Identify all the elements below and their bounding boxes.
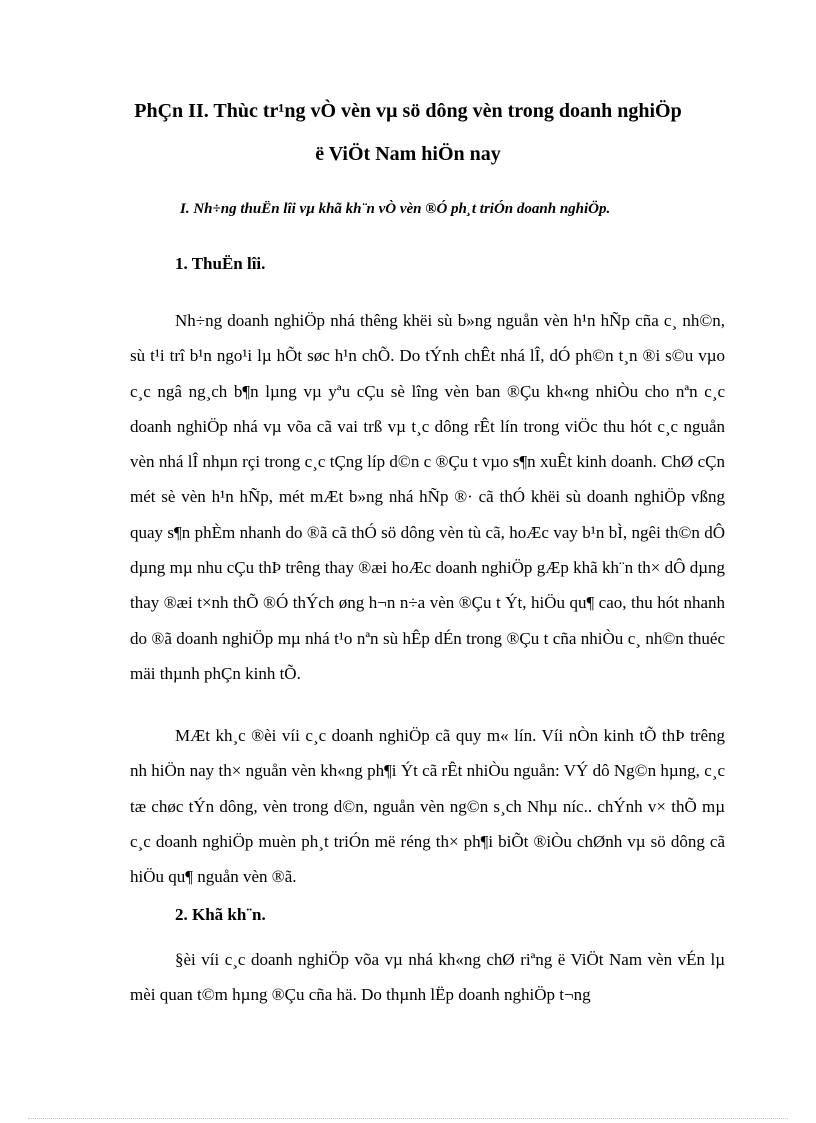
paragraph-advantages-2: MÆt kh¸c ®èi víi c¸c doanh nghiÖp cã quy m« lín. Víi nÒn kinh tÕ thÞ trêng nh hiÖn nay th× nguån vèn kh«ng ph¶i Ýt cã rÊt nhiÒu nguån: VÝ dô Ng©n hµng, c¸c tæ chøc tÝn dông, vèn trong d©n, nguån vèn ng©n s¸ch Nhµ níc.. chÝnh v× thÕ mµ c¸c doanh nghiÖp muèn ph¸t triÓn më réng th× ph¶i biÕt ®iÒu chØnh vµ sö dông cã hiÖu qu¶ nguån vèn ®ã. — [130, 726, 725, 887]
heading-advantages: 1. ThuËn lîi. — [175, 254, 266, 273]
section-title: I. Nh÷ng thuËn lîi vµ khã kh¨n vÒ vèn ®Ó ph¸t triÓn doanh nghiÖp. — [180, 201, 611, 217]
heading-difficulties: 2. Khã kh¨n. — [175, 905, 266, 924]
chapter-title-line-2: ë ViÖt Nam hiÖn nay — [315, 143, 501, 165]
chapter-title-line-1: PhÇn II. Thùc tr¹ng vÒ vèn vµ sö dông vèn trong doanh nghiÖp — [134, 100, 682, 122]
paragraph-difficulties: §èi víi c¸c doanh nghiÖp võa vµ nhá kh«ng chØ riªng ë ViÖt Nam vèn vÉn lµ mèi quan t©m hµng ®Çu cña hä. Do thµnh lËp doanh nghiÖp t¬ng — [130, 950, 725, 1005]
paragraph-advantages-1: Nh÷ng doanh nghiÖp nhá thêng khëi sù b»ng nguån vèn h¹n hÑp cña c¸ nh©n, sù t¹i trî b¹n ngo¹i lµ hÕt søc h¹n chÕ. Do tÝnh chÊt nhá lÎ, dÓ ph©n t¸n ®i s©u vµo c¸c ngâ ng¸ch b¶n lµng vµ yªu cÇu sè lîng vèn ban ®Çu kh«ng nhiÒu cho nªn c¸c doanh nghiÖp nhá vµ võa cã vai trß vµ t¸c dông rÊt lín trong viÖc thu hót c¸c nguån vèn nhá lÎ nhµn rçi trong c¸c tÇng líp d©n c ®Çu t vµo s¶n xuÊt kinh doanh. ChØ cÇn mét sè vèn h¹n hÑp, mét mÆt b»ng nhá hÑp ®· cã thÓ khëi sù doanh nghiÖp vßng quay s¶n phÈm nhanh do ®ã cã thÓ sö dông vèn tù cã, hoÆc vay b¹n bÌ, ngêi th©n dÔ dµng mµ nhu cÇu thÞ trêng thay ®æi hoÆc doanh nghiÖp gÆp khã kh¨n th× dÔ dµng thay ®æi t×nh thÕ ®Ó thÝch øng h¬n n÷a vèn ®Çu t Ýt, hiÖu qu¶ cao, thu hót nhanh do ®ã doanh nghiÖp mµ nhá t¹o nªn sù hÊp dÉn trong ®Çu t cña nhiÒu c¸ nh©n thuéc mäi thµnh phÇn kinh tÕ. — [130, 311, 725, 683]
page-footer-divider — [28, 1118, 788, 1119]
